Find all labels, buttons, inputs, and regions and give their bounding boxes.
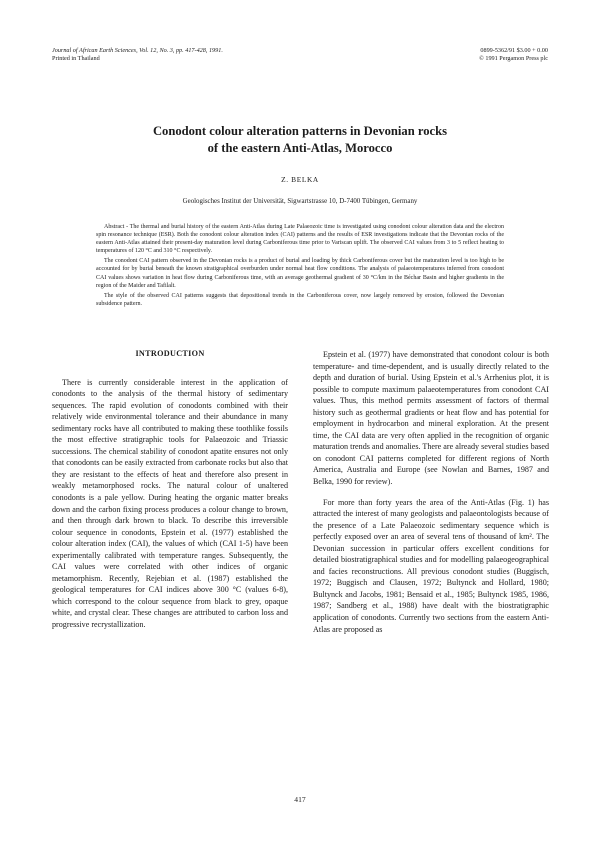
author-name: Z. BELKA (281, 175, 319, 184)
journal-citation: Journal of African Earth Sciences, Vol. 12, No. 3, pp. 417-428, 1991. (52, 47, 223, 54)
abstract (96, 223, 504, 310)
right-paragraph-2: For more than forty years the area of the Anti-Atlas (Fig. 1) has attracted the interest of many geologists and palaeontologists because of the presence of a Late Palaeozoic sedimentary sequence which is perfectly exposed over an area of several tens of thousand of km². The Devonian succession in particular offers excellent conditions for detailed biostratigraphical studies and for modelling palaeogeographical and facies reconstructions. All previous conodont studies (Buggisch, 1972; Buggisch and Clausen, 1972; Bultynck and Hollard, 1980; Bultynck and Jacobs, 1981; Bensaid et al., 1985; Bultynck 1985, 1986, 1987; Sandberg et al., 1988) have dealt with the biostratigraphic application of conodonts. Currently two sections from the eastern Anti-Atlas are proposed as (313, 497, 549, 634)
right-paragraph-1: Epstein et al. (1977) have demonstrated that conodont colour is both temperature- and time-dependent, and is usually directly related to the depth and duration of burial. Using Epstein et al.'s Arrhenius plot, it is possible to compute maximum palaeotemperatures from conodont CAI values. Thus, this method permits assessment of factors of thermal history such as geothermal gradients or heat flow and has potential for employment in hydrocarbon and mineral exploration. At the present time, the CAI data are very often applied in the recognition of organic maturation trends and anomalies. There are already several studies based on conodont CAI patterns completed for different regions of North America, Australia and Europe (see Nowlan and Barnes, 1987 and Belka, 1990 for review). (313, 350, 549, 487)
left-column (52, 348, 288, 631)
running-header-right (479, 47, 548, 63)
right-column (313, 349, 549, 635)
abstract-paragraph-3: The style of the observed CAI patterns suggests that depositional trends in the Carboniferous cover, now largely removed by erosion, followed the Devonian subsidence pattern. (96, 292, 504, 307)
printed-in: Printed in Thailand (52, 55, 100, 62)
title-line-1: Conodont colour alteration patterns in Devonian rocks (152, 124, 448, 138)
issn-price: 0899-5362/91 $3.00 + 0.00 (480, 47, 548, 54)
title-line-2: of the eastern Anti-Atlas, Morocco (207, 141, 393, 155)
running-header-left (52, 47, 223, 63)
author-affiliation: Geologisches Institut der Universität, Sigwartstrasse 10, D-7400 Tübingen, Germany (182, 198, 418, 205)
abstract-paragraph-2: The conodont CAI pattern observed in the Devonian rocks is a product of burial and loading by thick Carboniferous cover but the maturation level is too high to be accounted for by burial beneath the known stratigraphical overburden under normal heat flow conditions. The analysis of palaeotemperatures inferred from conodont CAI values shows variation in heat flow during Carboniferous time, with an average geothermal gradient of 30 °C/km in the Béchar Basin and higher gradients in the region of the Maider and Tafilalt. (96, 258, 504, 289)
introduction-paragraph-1: There is currently considerable interest in the application of conodonts to the analysis of the thermal history of sedimentary sequences. The rapid evolution of conodonts combined with their relatively wide environmental tolerance and their abundance in many sedimentary rocks have all contributed to making these toothlike fossils the most effective stratigraphic tools for Palaeozoic and Triassic successions. The chemical stability of conodont apatite ensures not only that conodonts can be easily extracted from carbonate rocks but also that they are resistant to the effects of heat and therefore also present in weakly metamorphosed rocks. The natural colour of unaltered conodonts is a pale yellow. During heating the organic matter breaks down and the carbon fixing process produces a colour change to brown, and then through dark brown to black. To describe this irreversible colour sequence in conodonts, Epstein et al. (1977) established the colour alteration index (CAI), the values of which (CAI 1-5) have been experimentally calibrated with temperature ranges. Subsequently, the CAI values were correlated with other indices of organic metamorphism. Recently, Rejebian et al. (1987) established the geological temperatures for CAI indices above 300 °C (values 6-8), which correspond to the colour sequence from black to grey, opaque white, and crystal clear. These changes are attributed to carbon loss and progressive recrystallization. (52, 377, 288, 630)
article-title (0, 123, 600, 157)
section-heading-introduction: INTRODUCTION (135, 349, 205, 358)
copyright-notice: © 1991 Pergamon Press plc (479, 55, 548, 62)
abstract-paragraph-1: Abstract - The thermal and burial history of the eastern Anti-Atlas during Late Palaeozoic time is investigated using conodont colour alteration data and the electron spin resonance technique (ESR). Both the conodont colour alteration index (CAI) patterns and the results of ESR investigations indicate that the Devonian rocks of the eastern Anti-Atlas attained their present-day maturation level during Carboniferous time prior to Variscan uplift. The observed CAI values from 3 to 5 reflect heating to temperatures of 120 °C and 310 °C respectively. (96, 224, 504, 255)
page-number: 417 (294, 795, 306, 804)
